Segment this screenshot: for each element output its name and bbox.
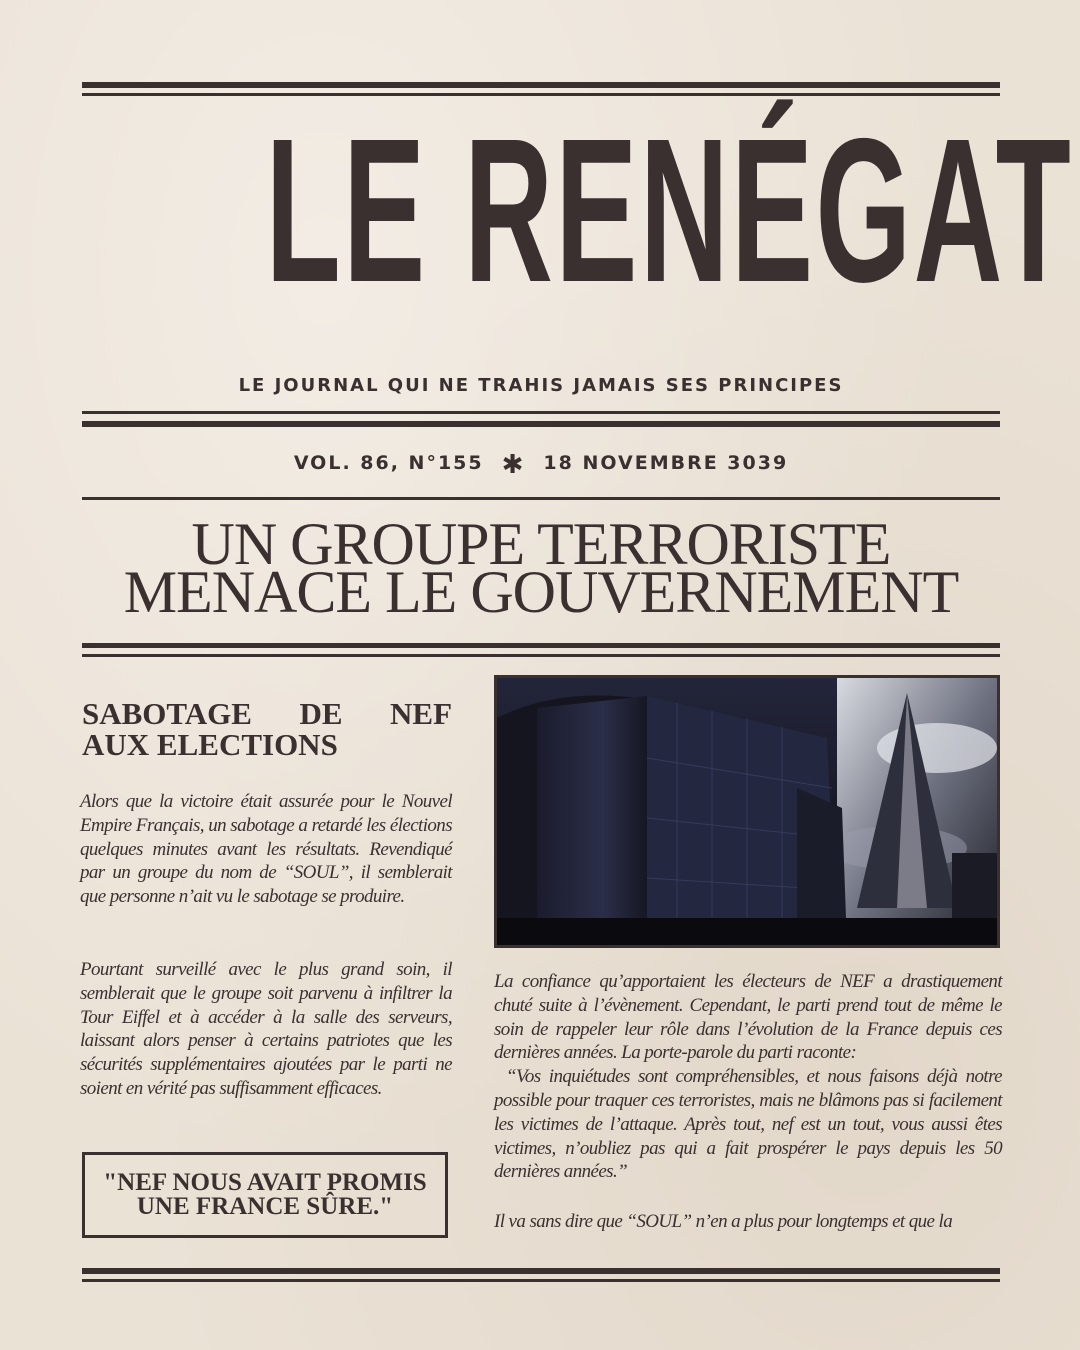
article-paragraph-3	[494, 970, 1002, 1184]
subhead-word-2: DE	[299, 696, 343, 731]
issue-volume: VOL. 86, N°155	[293, 452, 484, 474]
masthead-rule-thick	[82, 421, 1000, 427]
article-paragraph-1: Alors que la victoire était assurée pour le Nouvel Empire Français, un sabotage a retardé les élections quelques minutes avant les résultats. Revendiqué par un groupe du nom de “SOUL”, il semblerait que personne n’ait vu le sabotage se produire.	[80, 791, 452, 908]
issue-date: 18 NOVEMBRE 3039	[543, 452, 789, 474]
issue-line	[82, 450, 1000, 480]
masthead-title: LE RENÉGAT	[265, 96, 1074, 325]
bottom-rule-thick	[82, 1268, 1000, 1274]
masthead-rule-thin	[82, 411, 1000, 414]
subhead-word-3: NEF	[390, 696, 452, 731]
headline-line-2: MENACE LE GOUVERNEMENT	[123, 559, 959, 625]
headline-rule-thick	[82, 643, 1000, 648]
headline-line-1: UN GROUPE TERRORISTE	[191, 511, 891, 577]
pull-quote	[82, 1152, 448, 1238]
asterisk-icon: ✱	[501, 450, 526, 480]
article-paragraph-3-text: La confiance qu’apportaient les électeurs de NEF a drastiquement chuté suite à l’évènement. Cependant, le parti prend tout de même le soin de rappeler leur rôle dans l’évolution de la France depuis ces dernières années. La porte-parole du parti raconte:	[494, 971, 1002, 1064]
article-paragraph-2: Pourtant surveillé avec le plus grand soin, il semblerait que le groupe soit parvenu à infiltrer la Tour Eiffel et à accéder à la salle des serveurs, laissant alors penser à certains patriotes que les sécurités supplémentaires ajoutées par le parti ne soient en vérité pas suffisamment efficaces.	[80, 959, 452, 1099]
subhead-word-1: SABOTAGE	[82, 696, 252, 731]
top-rule-thick	[82, 82, 1000, 88]
issue-rule	[82, 497, 1000, 500]
spokesperson-quote: “Vos inquiétudes sont compréhensibles, et nous faisons déjà notre possible pour traquer ces terroristes, mais ne blâmons pas si facilement les victimes de l’attaque. Après tout, nef est un tout, vous aussi êtes victimes, n’oubliez pas qui a fait prospérer le pays depuis les 50 dernières années.”	[494, 1066, 1002, 1183]
subhead-line-2: AUX ELECTIONS	[82, 727, 338, 762]
bottom-rule-thin	[82, 1279, 1000, 1282]
main-headline	[70, 511, 1012, 625]
article-paragraph-4: Il va sans dire que “SOUL” n’en a plus pour longtemps et que la	[494, 1211, 953, 1232]
dark-building-illustration	[497, 678, 997, 945]
pull-quote-line-2: UNE FRANCE SÛRE."	[136, 1193, 394, 1220]
headline-rule-thin	[82, 654, 1000, 657]
article-subhead	[82, 698, 452, 760]
masthead-tagline: LE JOURNAL QUI NE TRAHIS JAMAIS SES PRINCIPES	[238, 375, 844, 396]
pull-quote-line-1: "NEF NOUS AVAIT PROMIS	[103, 1169, 427, 1196]
article-photo	[494, 675, 1000, 948]
